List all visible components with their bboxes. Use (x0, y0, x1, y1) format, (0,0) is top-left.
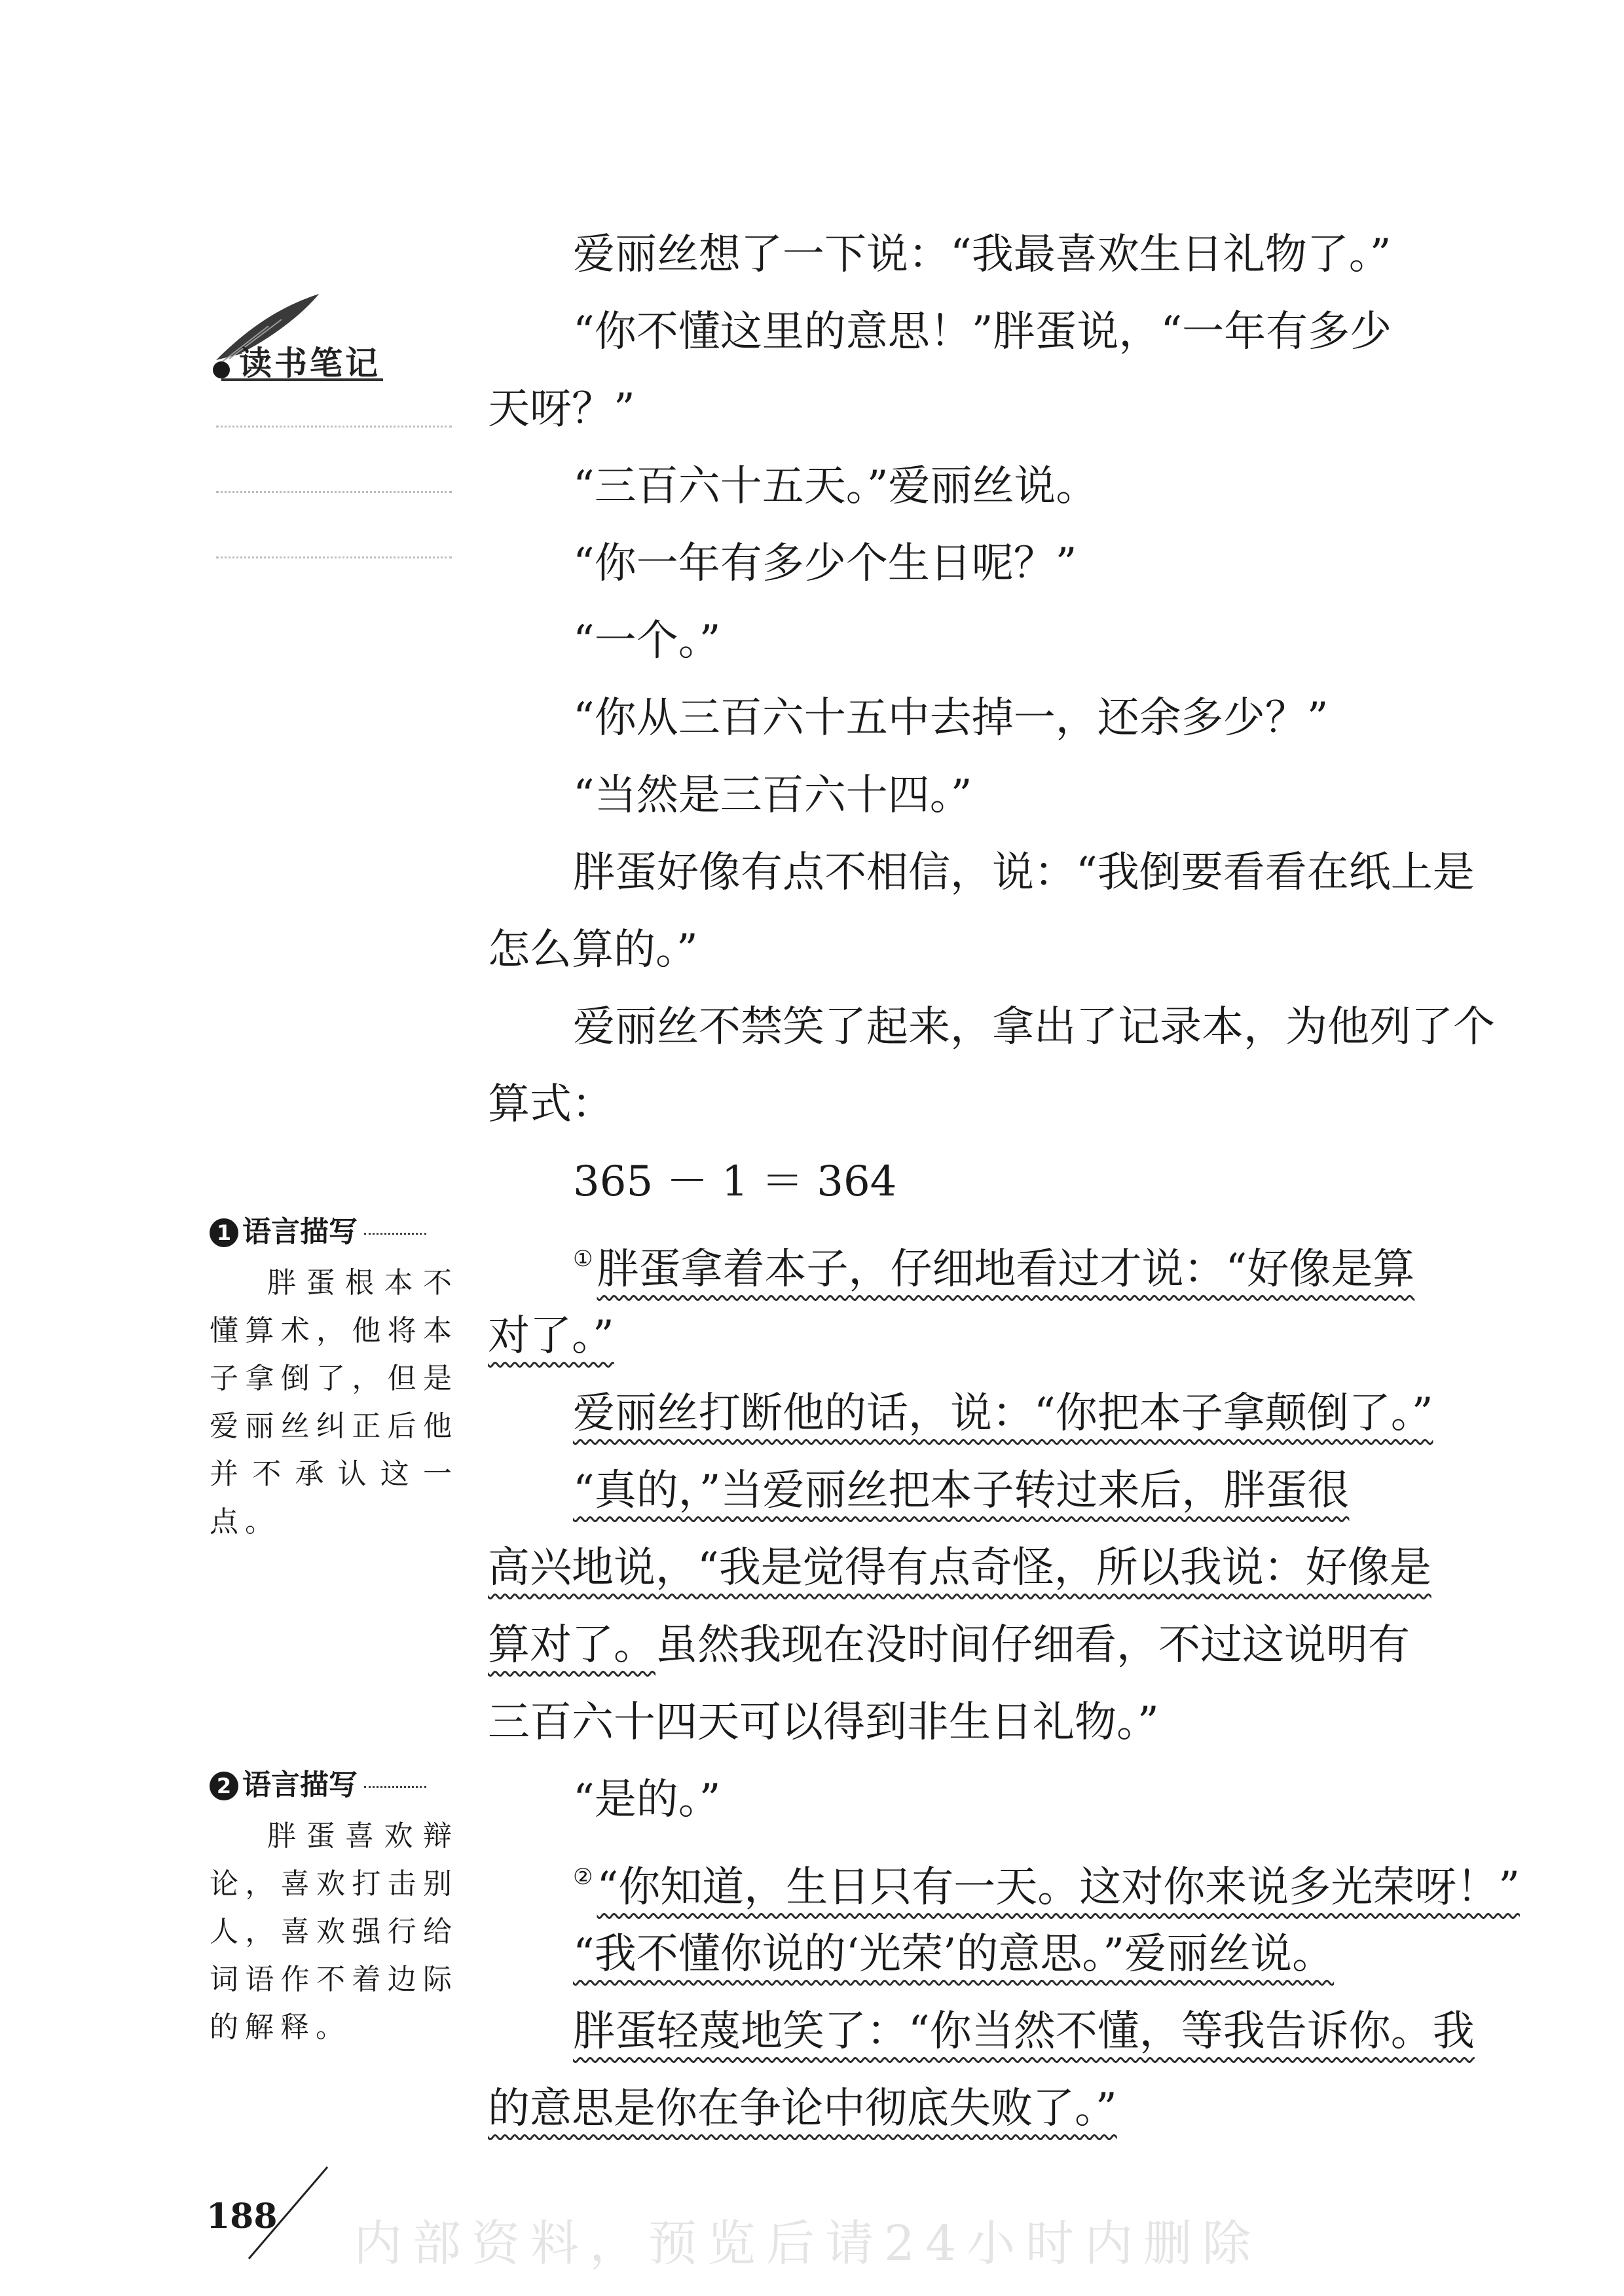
paragraph-continued: 怎么算的。” (488, 926, 698, 974)
reading-notes-logo-text: 读书笔记 (239, 344, 380, 382)
paragraph-continued: 三百六十四天可以得到非生日礼物。” (488, 1698, 1159, 1747)
note-writing-line (216, 426, 452, 428)
paragraph-continued (488, 1298, 1486, 1375)
paragraph (488, 1916, 1572, 1993)
paragraph: “当然是三百六十四。” (573, 771, 972, 820)
note-number-badge: 2 (210, 1772, 238, 1800)
underlined-text: 爱丽丝打断他的话，说：“你把本子拿颠倒了。” (573, 1389, 1433, 1438)
paragraph-continued: 算式： (488, 1080, 614, 1129)
note-writing-line (216, 491, 452, 493)
paragraph: 爱丽丝不禁笑了起来，拿出了记录本，为他列了个 (573, 1003, 1495, 1051)
side-note-body: 胖蛋喜欢辩论，喜欢打击别人，喜欢强行给词语作不着边际的解释。 (210, 1819, 458, 2044)
paragraph: “三百六十五天。”爱丽丝说。 (573, 462, 1098, 511)
underlined-text: 的意思是你在争论中彻底失败了。” (488, 2085, 1117, 2133)
underlined-text: 对了。” (488, 1312, 614, 1360)
side-note-2 (210, 1761, 458, 2051)
side-note-body: 胖蛋根本不懂算术，他将本子拿倒了，但是爱丽丝纠正后他并不承认这一点。 (210, 1266, 458, 1539)
annotation-marker-1: ① (573, 1246, 593, 1272)
side-note-title: 语言描写 (242, 1215, 358, 1248)
underlined-text: “你知道，生日只有一天。这对你来说多光荣呀！” (597, 1863, 1520, 1912)
side-note-heading (210, 1761, 458, 1803)
paragraph (488, 1993, 1572, 2070)
paragraph (488, 1452, 1572, 1529)
paragraph: 胖蛋好像有点不相信，说：“我倒要看看在纸上是 (573, 848, 1475, 897)
paragraph: 爱丽丝想了一下说：“我最喜欢生日礼物了。” (573, 230, 1392, 279)
dotted-leader (364, 1233, 426, 1235)
dotted-leader (364, 1786, 426, 1788)
side-note-heading (210, 1208, 458, 1250)
equation: 365 － 1 ＝ 364 (573, 1157, 897, 1206)
paragraph: “是的。” (573, 1776, 721, 1824)
annotation-marker-2: ② (573, 1864, 593, 1890)
watermark: 内部资料，预览后请24小时内删除 (354, 2215, 1262, 2272)
paragraph-continued (488, 2070, 1486, 2147)
paragraph (488, 1375, 1572, 1452)
paragraph-continued (488, 1607, 1486, 1684)
annotated-paragraph-2 (488, 1838, 1572, 1926)
side-note-1 (210, 1208, 458, 1546)
underlined-text: “真的，”当爱丽丝把本子转过来后，胖蛋很 (573, 1467, 1350, 1515)
note-number-badge: 1 (210, 1218, 238, 1247)
underlined-text: 高兴地说，“我是觉得有点奇怪，所以我说：好像是 (488, 1544, 1431, 1592)
paragraph: “你不懂这里的意思！”胖蛋说，“一年有多少 (573, 308, 1392, 356)
page-number: 188 (206, 2196, 278, 2236)
page-number-slash (242, 2160, 334, 2265)
paragraph: “你从三百六十五中去掉一，还余多少？” (573, 694, 1329, 742)
plain-text: 虽然我现在没时间仔细看，不过这说明有 (655, 1621, 1410, 1669)
paragraph: “一个。” (573, 617, 721, 665)
paragraph-continued (488, 1529, 1486, 1607)
paragraph: “你一年有多少个生日呢？” (573, 539, 1077, 588)
underlined-text: “我不懂你说的‘光荣’的意思。”爱丽丝说。 (573, 1930, 1335, 1978)
annotated-paragraph-1 (488, 1220, 1572, 1308)
underlined-text: 胖蛋拿着本子，仔细地看过才说：“好像是算 (597, 1245, 1415, 1294)
side-note-title: 语言描写 (242, 1768, 358, 1802)
note-writing-line (216, 556, 452, 558)
underlined-text: 胖蛋轻蔑地笑了：“你当然不懂，等我告诉你。我 (573, 2007, 1475, 2056)
paragraph-continued: 天呀？” (488, 385, 635, 433)
underlined-text: 算对了。 (488, 1621, 655, 1669)
